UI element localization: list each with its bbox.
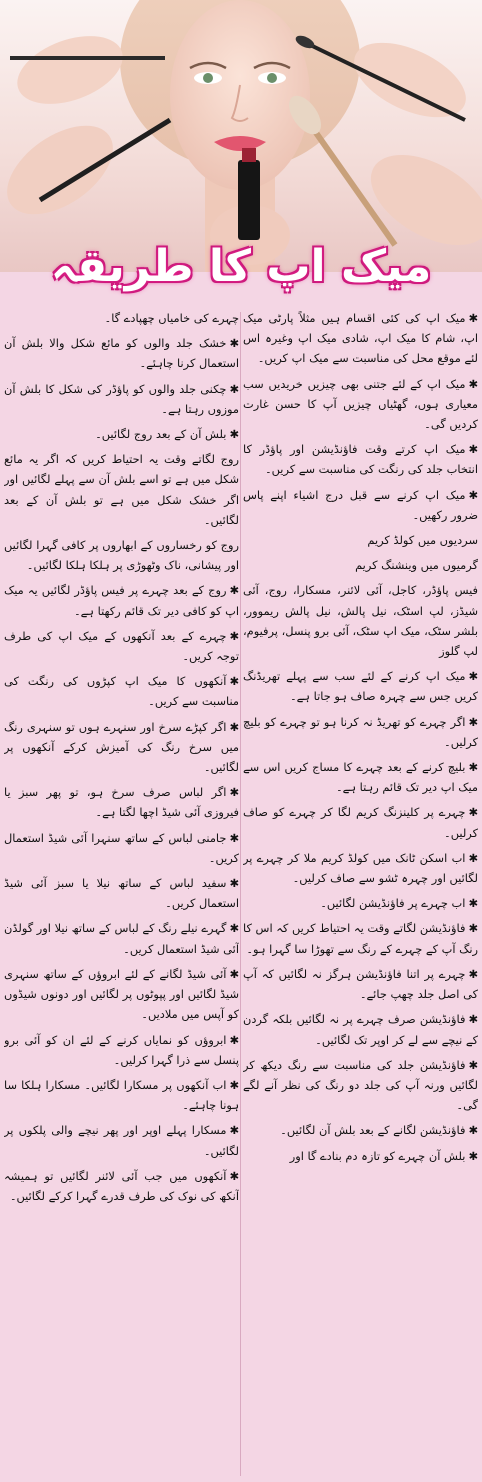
article-paragraph bbox=[4, 1030, 239, 1070]
article-paragraph bbox=[243, 439, 478, 479]
bullet-star-icon: ✱ bbox=[229, 1168, 239, 1183]
bullet-star-icon: ✱ bbox=[468, 1057, 478, 1072]
paragraph-text: میک اپ کرنے سے قبل درج اشیاء اپنے پاس ضرور رکھیں۔ bbox=[243, 487, 478, 522]
column-divider bbox=[240, 312, 241, 1476]
bullet-star-icon: ✱ bbox=[229, 876, 239, 891]
paragraph-text: فاؤنڈیشن صرف چہرے پر نہ لگائیں بلکہ گردن کے نیچے سے لے کر اوپر تک لگائیں۔ bbox=[243, 1012, 478, 1047]
article-paragraph bbox=[4, 964, 239, 1025]
bullet-star-icon: ✱ bbox=[229, 921, 239, 936]
article-paragraph bbox=[243, 1009, 478, 1049]
paragraph-text: سردیوں میں کولڈ کریم bbox=[367, 533, 478, 548]
paragraph-text: چہرے پر کلینزنگ کریم لگا کر چہرے کو صاف کرلیں۔ bbox=[243, 805, 478, 840]
article-paragraph bbox=[4, 1120, 239, 1160]
article-paragraph bbox=[243, 918, 478, 958]
article-paragraph bbox=[243, 308, 478, 369]
article-paragraph bbox=[243, 1146, 478, 1166]
paragraph-text: اب اسکن ٹانک میں کولڈ کریم ملا کر چہرے پر لگائیں اور چہرہ ٹشو سے صاف کرلیں۔ bbox=[243, 850, 478, 886]
article-paragraph bbox=[4, 535, 239, 575]
article-paragraph bbox=[243, 485, 478, 525]
paragraph-text: روج لگاتے وقت یہ احتیاط کریں کہ اگر یہ مائع شکل میں ہے تو اسے بلش آن سے پہلے لگائیں اور اگر خشک شکل میں ہے تو بلش آن کے بعد لگائیں۔ bbox=[4, 452, 239, 527]
paragraph-text: اگر کپڑے سرخ اور سنہرے ہوں تو سنہری رنگ میں سرخ رنگ کی آمیزش کرکے آنکھوں پر لگائیں۔ bbox=[4, 719, 239, 775]
article-paragraph bbox=[243, 1055, 478, 1116]
paragraph-text: میک اپ کے لئے جتنی بھی چیزیں خریدیں سب معیاری ہوں، گھٹیاں چیزیں آپ کا حسن غارت کردیں گی۔ bbox=[243, 376, 478, 432]
bullet-star-icon: ✱ bbox=[468, 669, 478, 684]
paragraph-text: چکنی جلد والوں کو پاؤڈر کی شکل کا بلش آن موزوں رہتا ہے۔ bbox=[4, 381, 239, 416]
bullet-star-icon: ✱ bbox=[229, 336, 239, 351]
article-paragraph bbox=[4, 782, 239, 822]
paragraph-text: اب چہرے پر فاؤنڈیشن لگائیں۔ bbox=[320, 896, 466, 911]
paragraph-text: آئی شیڈ لگانے کے لئے ابروؤں کے ساتھ سنہری شیڈ لگائیں اور پپوٹوں پر لگائیں اور دونوں شیڈوں کو آپس میں ملادیں۔ bbox=[4, 966, 239, 1022]
bullet-star-icon: ✱ bbox=[468, 1123, 478, 1138]
bullet-star-icon: ✱ bbox=[468, 487, 478, 502]
paragraph-text: مسکارا پہلے اوپر اور پھر نیچے والی پلکوں پر لگائیں۔ bbox=[4, 1123, 239, 1158]
paragraph-text: چہرے کی خامیاں چھپادے گا۔ bbox=[104, 311, 239, 325]
bullet-star-icon: ✱ bbox=[468, 442, 478, 457]
bullet-star-icon: ✱ bbox=[468, 714, 478, 729]
article-paragraph bbox=[243, 848, 478, 888]
article-paragraph bbox=[243, 1120, 478, 1140]
article-paragraph bbox=[4, 671, 239, 711]
article-paragraph bbox=[243, 964, 478, 1004]
paragraph-text: گہرے نیلے رنگ کے لباس کے ساتھ نیلا اور گولڈن آئی شیڈ استعمال کریں۔ bbox=[4, 921, 239, 956]
paragraph-text: فاؤنڈیشن لگاتے وقت یہ احتیاط کریں کہ اس کا رنگ آپ کے چہرے کے رنگ سے تھوڑا سا گہرا ہو۔ bbox=[243, 921, 478, 956]
paragraph-text: اگر چہرے کو تھریڈ نہ کرنا ہو تو چہرے کو بلیچ کرلیں۔ bbox=[243, 714, 478, 749]
paragraph-text: فاؤنڈیشن لگانے کے بعد بلش آن لگائیں۔ bbox=[280, 1123, 466, 1138]
bullet-star-icon: ✱ bbox=[468, 1012, 478, 1027]
article-paragraph bbox=[243, 802, 478, 842]
paragraph-text: بلش آن کے بعد روج لگائیں۔ bbox=[95, 427, 227, 442]
bullet-star-icon: ✱ bbox=[229, 674, 239, 689]
paragraph-text: آنکھوں کا میک اپ کپڑوں کی رنگت کی مناسبت سے کریں۔ bbox=[4, 674, 239, 709]
paragraph-text: چہرے کے بعد آنکھوں کے میک اپ کی طرف توجہ کریں۔ bbox=[4, 628, 239, 664]
bullet-star-icon: ✱ bbox=[229, 583, 239, 598]
article-paragraph bbox=[4, 449, 239, 530]
bullet-star-icon: ✱ bbox=[468, 805, 478, 820]
article-paragraph bbox=[4, 1075, 239, 1115]
paragraph-text: فاؤنڈیشن جلد کی مناسبت سے رنگ دیکھ کر لگائیں ورنہ آپ کی جلد دو رنگ کی نظر آنے لگے گی۔ bbox=[243, 1057, 478, 1113]
paragraph-text: گرمیوں میں وینشنگ کریم bbox=[355, 558, 478, 573]
bullet-star-icon: ✱ bbox=[468, 850, 478, 865]
bullet-star-icon: ✱ bbox=[229, 719, 239, 734]
bullet-star-icon: ✱ bbox=[468, 896, 478, 911]
article-paragraph bbox=[4, 828, 239, 868]
page-title: میک اپ کا طریقہ bbox=[50, 241, 432, 292]
paragraph-text: میک اپ کرنے کے لئے سب سے پہلے تھریڈنگ کریں جس سے چہرہ صاف ہو جاتا ہے۔ bbox=[243, 669, 478, 704]
article-paragraph bbox=[243, 757, 478, 797]
bullet-star-icon: ✱ bbox=[229, 628, 239, 643]
bullet-star-icon: ✱ bbox=[468, 311, 478, 325]
bullet-star-icon: ✱ bbox=[468, 1148, 478, 1163]
paragraph-text: اب آنکھوں پر مسکارا لگائیں۔ مسکارا ہلکا سا ہونا چاہئے۔ bbox=[4, 1077, 239, 1113]
article-paragraph bbox=[4, 379, 239, 419]
bullet-star-icon: ✱ bbox=[229, 785, 239, 800]
paragraph-text: بلش آن چہرے کو تازہ دم بنادے گا اور bbox=[289, 1148, 466, 1163]
paragraph-text: میک اپ کی کئی اقسام ہیں مثلاً پارٹی میک اپ، شام کا میک اپ، شادی میک اپ وغیرہ اس لئے موقع محل کی مناسبت سے میک اپ کریں۔ bbox=[243, 311, 478, 366]
paragraph-text: روج کے بعد چہرے پر فیس پاؤڈر لگائیں یہ میک اپ کو کافی دیر تک قائم رکھتا ہے۔ bbox=[4, 583, 239, 618]
article-paragraph bbox=[243, 666, 478, 706]
paragraph-text: آنکھوں میں جب آئی لائنر لگائیں تو ہمیشہ آنکھ کی نوک کی طرف قدرے گہرا کرکے لگائیں۔ bbox=[4, 1168, 239, 1203]
article-paragraph bbox=[4, 1166, 239, 1206]
article-paragraph bbox=[4, 918, 239, 958]
bullet-star-icon: ✱ bbox=[229, 381, 239, 396]
bullet-star-icon: ✱ bbox=[229, 427, 239, 442]
paragraph-text: ابروؤں کو نمایاں کرنے کے لئے ان کو آئی برو پنسل سے ذرا گہرا کرلیں۔ bbox=[4, 1032, 239, 1067]
paragraph-text: روج کو رخساروں کے ابھاروں پر کافی گہرا لگائیں اور پیشانی، ناک وٹھوڑی پر ہلکا ہلکا لگائیں۔ bbox=[4, 538, 239, 573]
bullet-star-icon: ✱ bbox=[229, 1123, 239, 1138]
bullet-star-icon: ✱ bbox=[229, 1077, 239, 1092]
article-paragraph bbox=[243, 712, 478, 752]
article-paragraph bbox=[243, 374, 478, 435]
article-paragraph bbox=[4, 580, 239, 620]
paragraph-text: میک اپ کرتے وقت فاؤنڈیشن اور پاؤڈر کا انتخاب جلد کی رنگت کی مناسبت سے کریں۔ bbox=[243, 442, 478, 477]
article-paragraph bbox=[243, 555, 478, 575]
paragraph-text: بلیچ کرنے کے بعد چہرے کا مساج کریں اس سے میک اپ دیر تک قائم رہتا ہے۔ bbox=[243, 760, 478, 795]
paragraph-text: جامنی لباس کے ساتھ سنہرا آئی شیڈ استعمال کریں۔ bbox=[4, 830, 239, 865]
bullet-star-icon: ✱ bbox=[468, 966, 478, 981]
paragraph-text: سفید لباس کے ساتھ نیلا یا سبز آئی شیڈ استعمال کریں۔ bbox=[4, 876, 239, 911]
article-paragraph bbox=[4, 333, 239, 373]
bullet-star-icon: ✱ bbox=[229, 830, 239, 845]
bullet-star-icon: ✱ bbox=[468, 921, 478, 936]
bullet-star-icon: ✱ bbox=[229, 966, 239, 981]
article-paragraph bbox=[243, 530, 478, 550]
paragraph-text: چہرے پر اتنا فاؤنڈیشن ہرگز نہ لگائیں کہ آپ کی اصل جلد چھپ جائے۔ bbox=[243, 966, 478, 1002]
paragraph-text: اگر لباس صرف سرخ ہو، تو پھر سبز یا فیروزی آئی شیڈ اچھا لگتا ہے۔ bbox=[4, 785, 239, 820]
article-column-right bbox=[243, 308, 478, 1480]
article-paragraph bbox=[4, 873, 239, 913]
paragraph-text: فیس پاؤڈر، کاجل، آئی لائنر، مسکارا، روج، آئی شیڈز، لپ اسٹک، نیل پالش، نیل پالش ریموور، بلشر سٹک، میک اپ سٹک، آئی برو پنسل، پرفیوم، لپ گلوز bbox=[243, 583, 478, 659]
article-column-left bbox=[4, 308, 239, 1480]
article-paragraph bbox=[4, 626, 239, 666]
article-paragraph bbox=[4, 424, 239, 444]
bullet-star-icon: ✱ bbox=[229, 1032, 239, 1047]
paragraph-text: خشک جلد والوں کو مائع شکل والا بلش آن استعمال کرنا چاہئے۔ bbox=[4, 336, 239, 371]
article-paragraph bbox=[4, 717, 239, 778]
article-paragraph bbox=[4, 308, 239, 328]
article-paragraph bbox=[243, 580, 478, 661]
bullet-star-icon: ✱ bbox=[468, 760, 478, 775]
article-paragraph bbox=[243, 893, 478, 913]
article-body bbox=[0, 308, 482, 1482]
bullet-star-icon: ✱ bbox=[468, 376, 478, 391]
